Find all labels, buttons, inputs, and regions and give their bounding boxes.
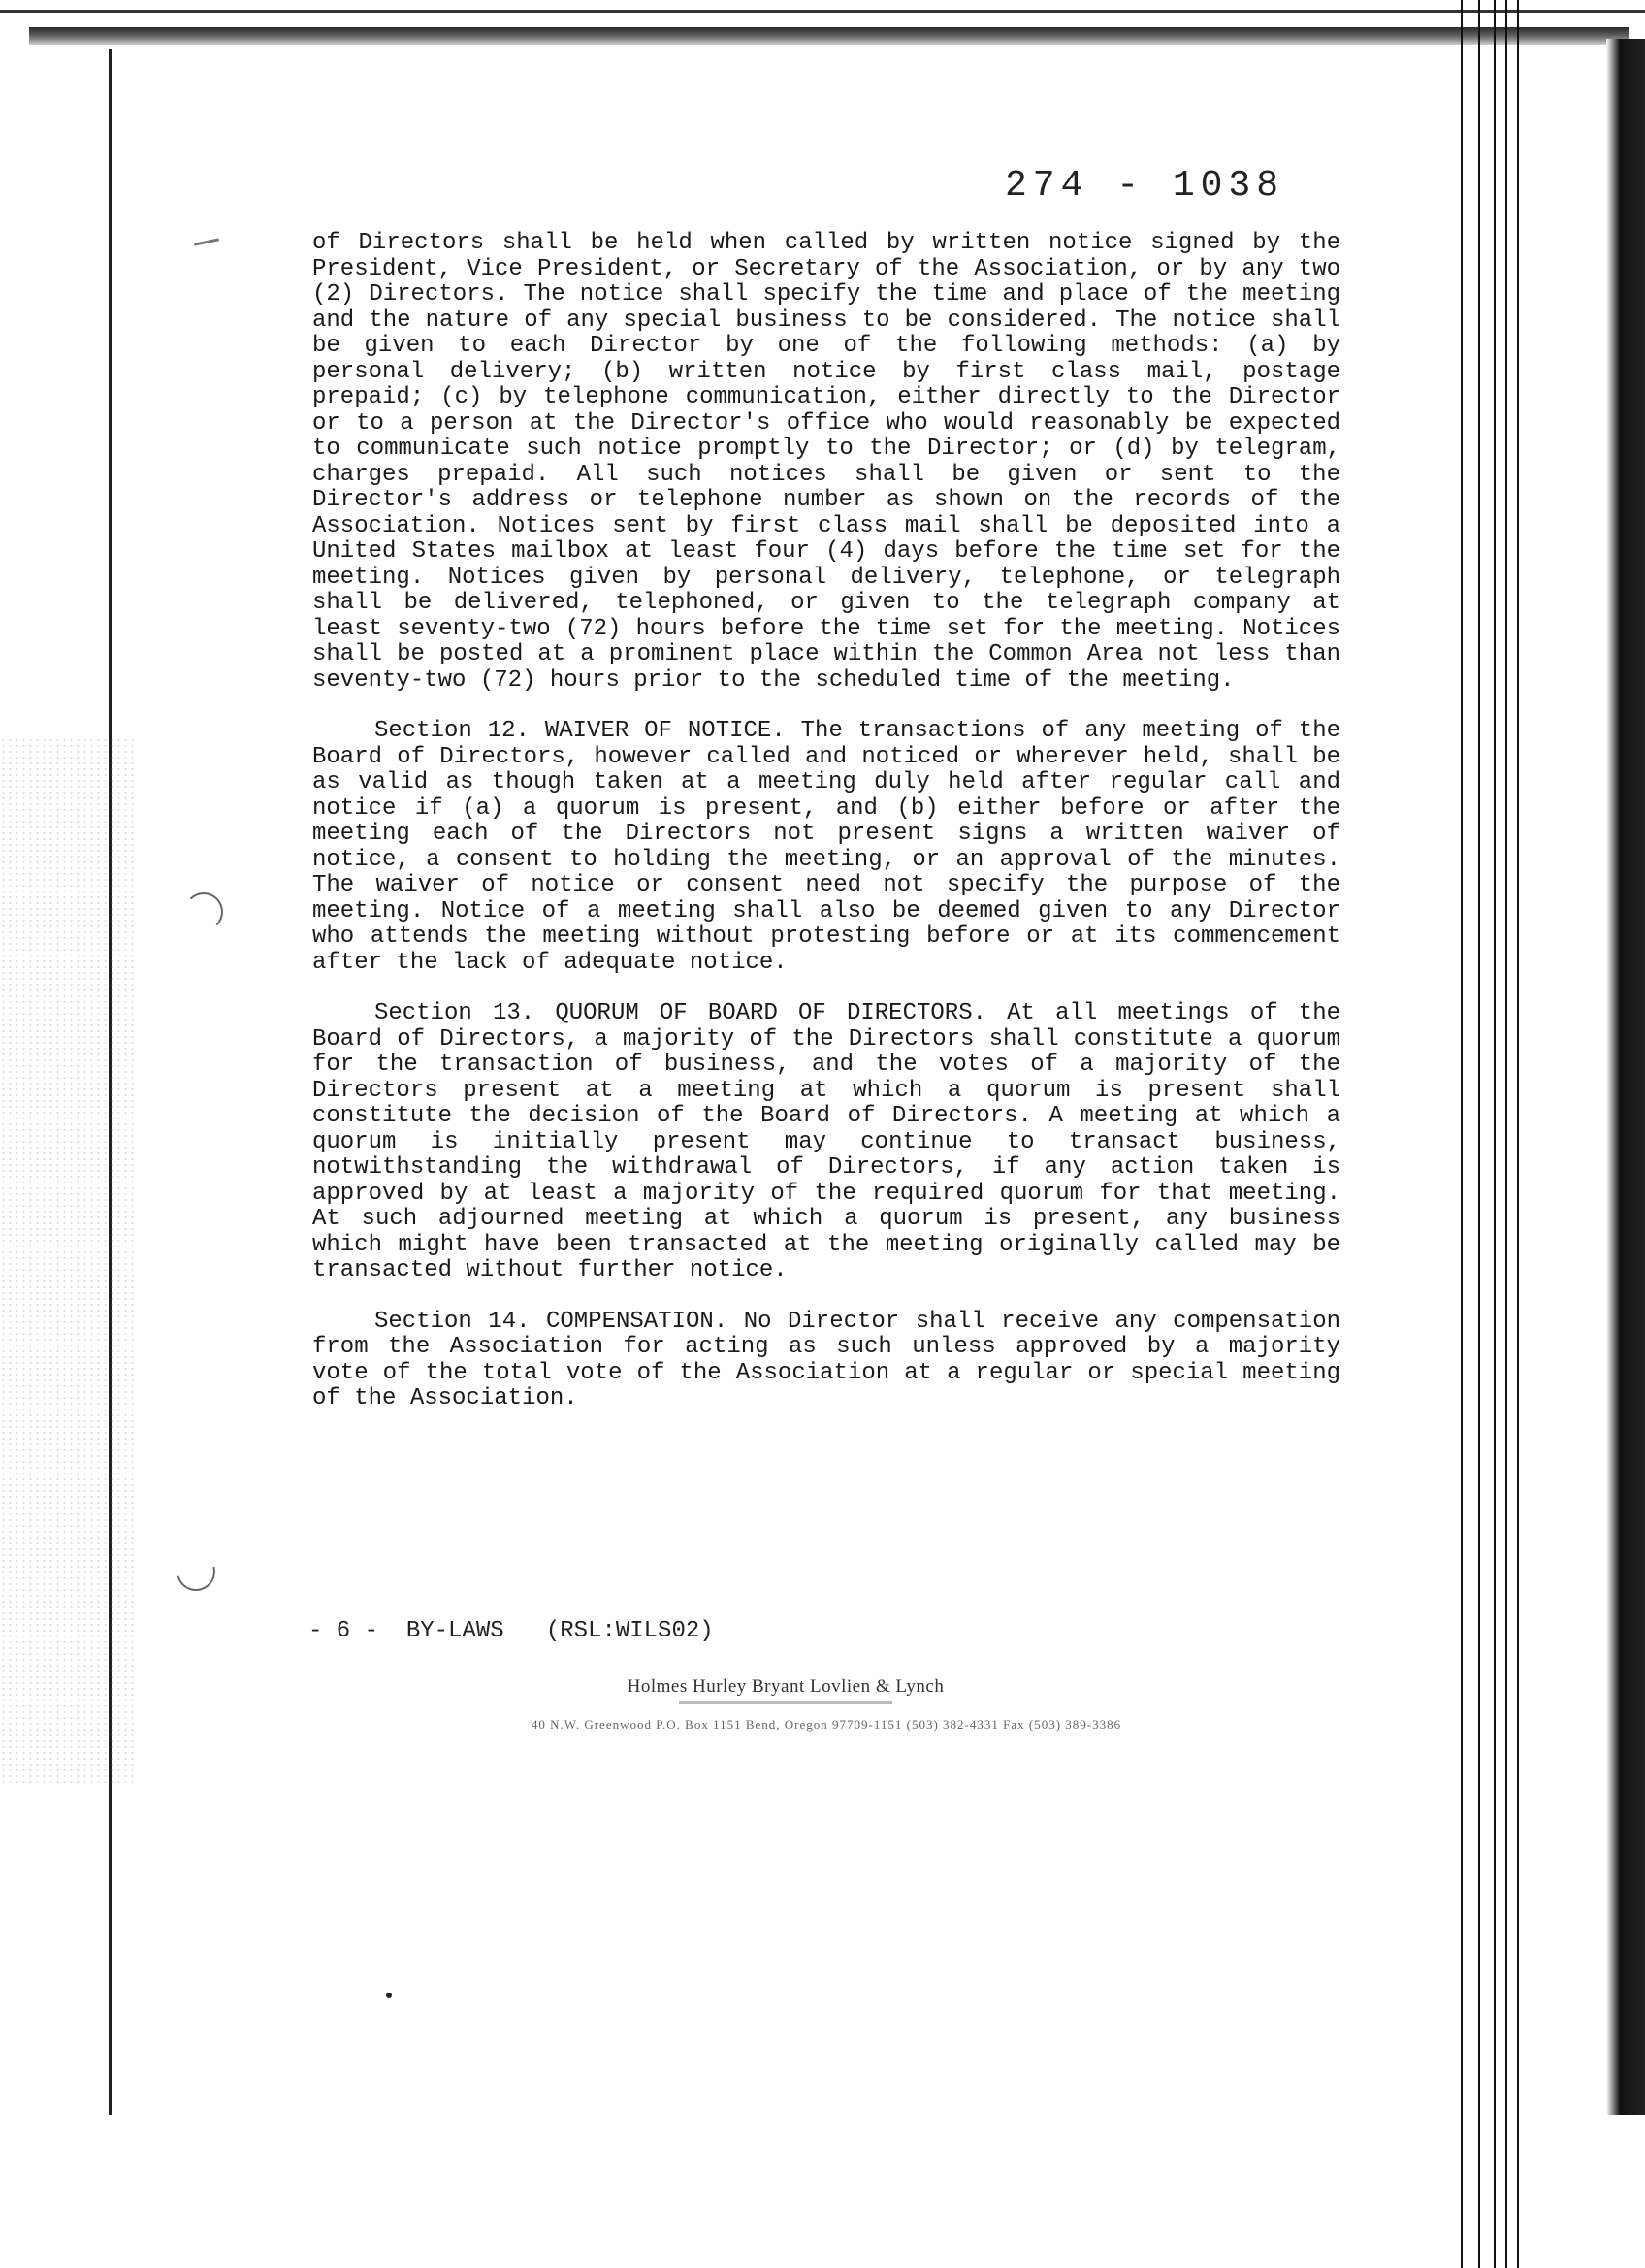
page-footer: - 6 - BY-LAWS (RSL:WILS02) — [308, 1618, 714, 1644]
body-paragraph: Section 13. QUORUM OF BOARD OF DIRECTORS. At all meetings of the Board of Directors, a majority of the Directors shall constitute a quorum for the transaction of business, and the votes of a majority of the Directors present at a meeting at which a quorum is present shall constitute the decision of the Board of Directors. A meeting at which a quorum is initially present may continue to transact business, notwithstanding the withdrawal of Directors, if any action taken is approved by at least a majority of the required quorum for that meeting. At such adjourned meeting at which a quorum is present, any business which might have been transacted at the meeting originally called may be transacted without further notice. — [312, 1000, 1340, 1283]
body-paragraph: Section 12. WAIVER OF NOTICE. The transactions of any meeting of the Board of Directors, however called and noticed or wherever held, shall be as valid as though taken at a meeting duly held after regular call and notice if (a) a quorum is present, and (b) either before or after the meeting each of the Directors not present signs a written waiver of notice, a consent to holding the meeting, or an approval of the minutes. The waiver of notice or consent need not specify the purpose of the meeting. Notice of a meeting shall also be deemed given to any Director who attends the meeting without protesting before or at its commencement after the lack of adequate notice. — [312, 718, 1340, 976]
scan-edge-line — [0, 10, 1645, 13]
body-paragraph: of Directors shall be held when called by written notice signed by the President, Vice President, or Secretary of the Association, or by any two (2) Directors. The notice shall specify the time and place of the meeting and the nature of any special business to be considered. The notice shall be given to each Director by one of the following methods: (a) by personal delivery; (b) written notice by first class mail, postage prepaid; (c) by telephone communication, either directly to the Director or to a person at the Director's office who would reasonably be expected to communicate such notice promptly to the Director; or (d) by telegram, charges prepaid. All such notices shall be given or sent to the Director's address or telephone number as shown on the records of the Association. Notices sent by first class mail shall be deposited into a United States mailbox at least four (4) days before the time set for the meeting. Notices given by personal delivery, telephone, or telegraph shall be delivered, telephoned, or given to the telegraph company at least seventy-two (72) hours before the time set for the meeting. Notices shall be posted at a prominent place within the Common Area not less than seventy-two (72) hours prior to the scheduled time of the meeting. — [312, 230, 1340, 694]
letterhead-subline — [679, 1701, 892, 1704]
document-body — [312, 231, 1340, 1438]
scan-right-edge — [1606, 39, 1645, 2115]
punch-hole-mark — [184, 892, 223, 931]
stray-dot — [386, 1993, 392, 1998]
scan-mark — [194, 238, 219, 245]
scan-top-border — [29, 27, 1629, 45]
page-reference-number: 274 - 1038 — [1005, 165, 1285, 207]
law-firm-address: 40 N.W. Greenwood P.O. Box 1151 Bend, Oregon 97709-1151 (503) 382-4331 Fax (503) 389-3386 — [531, 1717, 1122, 1732]
law-firm-letterhead: Holmes Hurley Bryant Lovlien & Lynch — [627, 1676, 945, 1697]
body-paragraph: Section 14. COMPENSATION. No Director shall receive any compensation from the Association for acting as such unless approved by a majority vote of the total vote of the Association at a regular or special meeting of the Association. — [312, 1308, 1340, 1411]
scan-noise — [0, 737, 136, 1785]
punch-hole-mark — [170, 1545, 223, 1599]
